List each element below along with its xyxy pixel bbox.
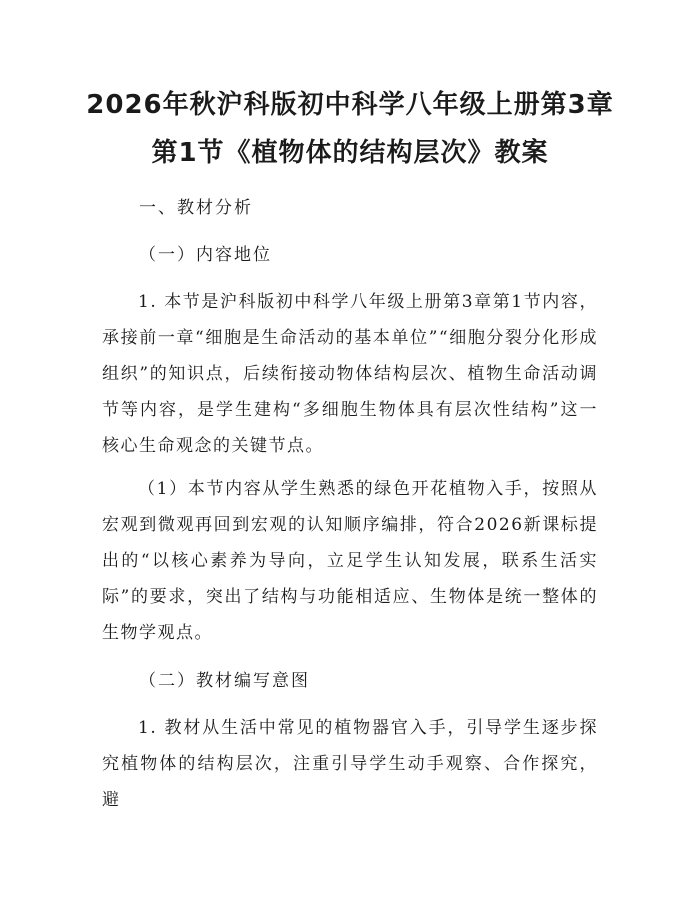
paragraph-writing-intent: 1. 教材从生活中常见的植物器官入手，引导学生逐步探究植物体的结构层次，注重引导学生动手观察、合作探究，避 [102, 718, 598, 810]
paragraph-content-position: 1. 本节是沪科版初中科学八年级上册第3章第1节内容，承接前一章“细胞是生命活动的基本单位”“细胞分裂分化形成组织”的知识点，后续衔接动物体结构层次、植物生命活动调节等内容，是学生建构“多细胞生物体具有层次性结构”这一核心生命观念的关键节点。 [102, 292, 598, 456]
subsection-heading-content-position: （一）内容地位 [139, 245, 272, 265]
document-title-line2: 第1节《植物体的结构层次》教案 [151, 138, 549, 168]
subsection-heading-writing-intent: （二）教材编写意图 [139, 671, 310, 691]
section-heading-textbook-analysis: 一、教材分析 [139, 198, 253, 218]
paragraph-content-arrangement: （1）本节内容从学生熟悉的绿色开花植物入手，按照从宏观到微观再回到宏观的认知顺序编排，符合2026新课标提出的“以核心素养为导向，立足学生认知发展，联系生活实际”的要求，突出了结构与功能相适应、生物体是统一整体的生物学观点。 [102, 479, 598, 643]
document-title-line1: 2026年秋沪科版初中科学八年级上册第3章 [86, 90, 614, 120]
